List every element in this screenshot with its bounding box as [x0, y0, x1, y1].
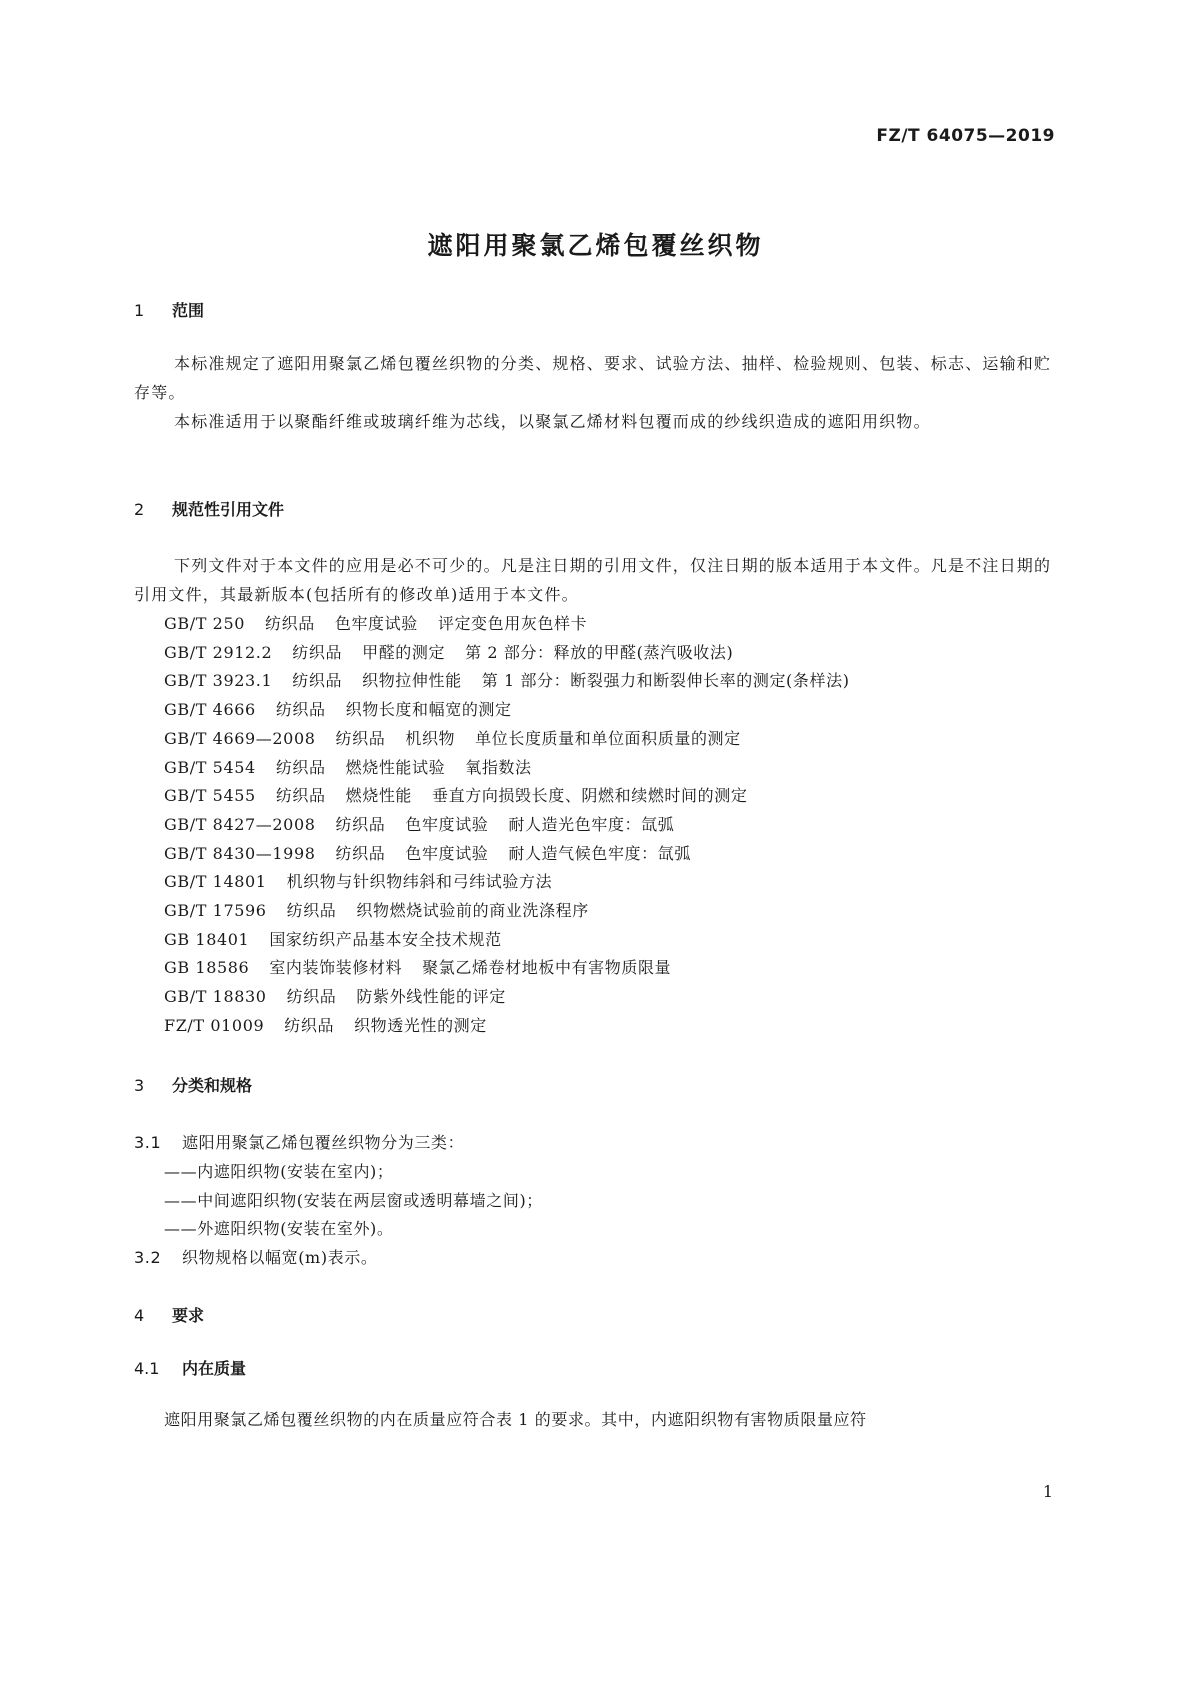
reference-code: GB/T 8427—2008	[164, 814, 316, 834]
reference-title-part: 纺织品	[292, 671, 343, 691]
reference-title-part: 耐人造气候色牢度：氙弧	[508, 843, 691, 863]
reference-item	[164, 640, 733, 663]
reference-item	[164, 611, 587, 634]
reference-item	[164, 955, 671, 978]
reference-title-part: 纺织品	[335, 843, 386, 863]
reference-item	[164, 668, 850, 691]
reference-title-part: 织物拉伸性能	[362, 671, 462, 691]
reference-title-part: 氧指数法	[465, 757, 532, 777]
section-1-heading: 1 范围	[134, 301, 205, 320]
section-4-heading: 4 要求	[134, 1306, 205, 1325]
list-item: ——内遮阳织物(安装在室内)；	[164, 1162, 394, 1181]
reference-code: GB/T 2912.2	[164, 642, 273, 662]
reference-title-part: 纺织品	[275, 786, 326, 806]
reference-title-part: 纺织品	[275, 700, 326, 720]
section-1-paragraph: 本标准适用于以聚酯纤维或玻璃纤维为芯线，以聚氯乙烯材料包覆而成的纱线织造成的遮阳用织物。	[174, 412, 931, 431]
reference-code: GB/T 4666	[164, 700, 256, 720]
reference-title-part: 燃烧性能试验	[345, 757, 446, 777]
reference-code: GB/T 18830	[164, 987, 267, 1007]
section-2-intro: 下列文件对于本文件的应用是必不可少的。凡是注日期的引用文件，仅注日期的版本适用于本文件。凡是不注日期的引用文件，其最新版本(包括所有的修改单)适用于本文件。	[134, 556, 1052, 604]
reference-title-part: 色牢度试验	[405, 814, 489, 834]
reference-title-part: 纺织品	[286, 987, 337, 1007]
reference-code: FZ/T 01009	[164, 1015, 265, 1035]
reference-title-part: 纺织品	[275, 757, 326, 777]
reference-item	[164, 841, 691, 864]
clause-3-1: 3.1 遮阳用聚氯乙烯包覆丝织物分为三类：	[134, 1133, 465, 1152]
reference-item	[164, 755, 532, 778]
reference-item	[164, 812, 674, 835]
reference-title-part: 第 1 部分：断裂强力和断裂伸长率的测定(条样法)	[481, 671, 850, 691]
reference-title-part: 机织物	[405, 728, 456, 748]
reference-item	[164, 898, 589, 921]
reference-title-part: 纺织品	[286, 901, 337, 920]
reference-title-part: 国家纺织产品基本安全技术规范	[269, 929, 502, 949]
reference-title-part: 纺织品	[284, 1015, 335, 1035]
reference-code: GB/T 4669—2008	[164, 728, 316, 748]
section-1-paragraph: 本标准规定了遮阳用聚氯乙烯包覆丝织物的分类、规格、要求、试验方法、抽样、检验规则、包装、标志、运输和贮存等。	[134, 354, 1052, 402]
reference-title-part: 织物长度和幅宽的测定	[345, 700, 512, 720]
standard-code: FZ/T 64075—2019	[876, 126, 1055, 146]
reference-title-part: 纺织品	[335, 728, 386, 748]
reference-code: GB/T 17596	[164, 901, 267, 920]
reference-title-part: 燃烧性能	[345, 786, 413, 806]
list-item: ——中间遮阳织物(安装在两层窗或透明幕墙之间)；	[164, 1191, 543, 1210]
reference-title-part: 纺织品	[335, 814, 386, 834]
reference-title-part: 防紫外线性能的评定	[356, 987, 506, 1007]
clause-3-2: 3.2 织物规格以幅宽(m)表示。	[134, 1248, 378, 1267]
clause-4-1-heading: 4.1 内在质量	[134, 1359, 247, 1378]
reference-code: GB/T 5455	[164, 786, 256, 806]
reference-title-part: 室内装饰装修材料	[269, 958, 403, 978]
reference-title-part: 织物燃烧试验前的商业洗涤程序	[356, 901, 589, 920]
reference-item	[164, 927, 502, 950]
document-title: 遮阳用聚氯乙烯包覆丝织物	[427, 231, 764, 260]
section-3-heading: 3 分类和规格	[134, 1076, 253, 1095]
reference-title-part: 纺织品	[292, 642, 343, 662]
reference-title-part: 色牢度试验	[334, 614, 418, 633]
reference-code: GB 18401	[164, 929, 250, 949]
list-item: ——外遮阳织物(安装在室外)。	[164, 1219, 394, 1238]
reference-title-part: 耐人造光色牢度：氙弧	[508, 814, 675, 834]
reference-item	[164, 984, 506, 1007]
reference-title-part: 垂直方向损毁长度、阴燃和续燃时间的测定	[432, 786, 748, 806]
reference-code: GB 18586	[164, 958, 250, 978]
reference-title-part: 纺织品	[265, 614, 315, 633]
clause-4-1-text: 遮阳用聚氯乙烯包覆丝织物的内在质量应符合表 1 的要求。其中，内遮阳织物有害物质限量应符	[164, 1410, 867, 1429]
reference-code: GB/T 8430—1998	[164, 843, 316, 863]
reference-title-part: 机织物与针织物纬斜和弓纬试验方法	[286, 872, 553, 892]
reference-code: GB/T 5454	[164, 757, 256, 777]
reference-title-part: 色牢度试验	[405, 843, 489, 863]
reference-code: GB/T 250	[164, 614, 246, 633]
reference-item	[164, 697, 512, 720]
reference-title-part: 织物透光性的测定	[354, 1015, 487, 1035]
page-number: 1	[1042, 1482, 1053, 1501]
reference-title-part: 单位长度质量和单位面积质量的测定	[475, 728, 741, 748]
reference-title-part: 评定变色用灰色样卡	[437, 614, 588, 633]
reference-code: GB/T 14801	[164, 872, 267, 892]
reference-item	[164, 869, 552, 892]
reference-title-part: 聚氯乙烯卷材地板中有害物质限量	[422, 958, 672, 978]
reference-item	[164, 726, 741, 749]
reference-item	[164, 1013, 487, 1036]
reference-title-part: 甲醛的测定	[362, 642, 446, 662]
reference-code: GB/T 3923.1	[164, 671, 273, 691]
reference-title-part: 第 2 部分：释放的甲醛(蒸汽吸收法)	[465, 642, 734, 662]
reference-item	[164, 783, 747, 806]
section-2-heading: 2 规范性引用文件	[134, 500, 285, 519]
